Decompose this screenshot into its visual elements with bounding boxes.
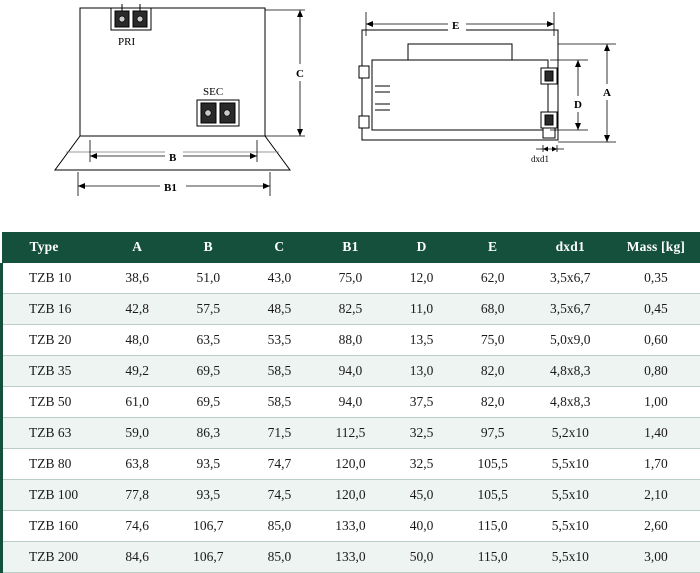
cell-value: 45,0: [386, 480, 457, 511]
pri-terminal-block: [111, 4, 151, 30]
column-header-d: D: [386, 232, 457, 263]
column-header-mass: Mass [kg]: [612, 232, 699, 263]
cell-value: 0,45: [612, 294, 699, 325]
cell-value: 74,6: [102, 511, 173, 542]
cell-value: 5,0x9,0: [528, 325, 612, 356]
dimension-b1-label: B1: [164, 182, 177, 194]
table-row: [2, 387, 700, 418]
cell-value: 63,5: [173, 325, 244, 356]
column-header-a: A: [102, 232, 173, 263]
cell-value: 85,0: [244, 511, 315, 542]
cell-value: 97,5: [457, 418, 528, 449]
column-header-c: C: [244, 232, 315, 263]
drawing-area: [0, 0, 700, 232]
table-body: [2, 263, 700, 573]
cell-value: 5,5x10: [528, 511, 612, 542]
cell-type: TZB 63: [2, 418, 102, 449]
side-core-strip: [408, 44, 512, 60]
table-row: [2, 542, 700, 573]
cell-value: 62,0: [457, 263, 528, 294]
cell-value: 93,5: [173, 449, 244, 480]
cell-value: 1,70: [612, 449, 699, 480]
cell-value: 32,5: [386, 449, 457, 480]
side-coil-body: [372, 60, 548, 130]
dimension-e-label: E: [452, 20, 460, 32]
cell-value: 85,0: [244, 542, 315, 573]
cell-type: TZB 80: [2, 449, 102, 480]
cell-type: TZB 160: [2, 511, 102, 542]
cell-value: 75,0: [315, 263, 386, 294]
cell-value: 77,8: [102, 480, 173, 511]
cell-value: 120,0: [315, 480, 386, 511]
cell-type: TZB 35: [2, 356, 102, 387]
table-row: [2, 449, 700, 480]
cell-value: 3,5x6,7: [528, 263, 612, 294]
cell-value: 86,3: [173, 418, 244, 449]
cell-value: 69,5: [173, 387, 244, 418]
table-row: [2, 480, 700, 511]
dxd1-callout: [536, 145, 564, 152]
table-row: [2, 511, 700, 542]
cell-value: 40,0: [386, 511, 457, 542]
cell-value: 59,0: [102, 418, 173, 449]
cell-value: 82,0: [457, 387, 528, 418]
cell-value: 43,0: [244, 263, 315, 294]
dxd1-label: dxd1: [531, 154, 549, 164]
cell-value: 133,0: [315, 542, 386, 573]
cell-value: 0,60: [612, 325, 699, 356]
right-mounting-slots: [541, 68, 557, 138]
cell-type: TZB 10: [2, 263, 102, 294]
table-row: [2, 263, 700, 294]
dimension-c-label: C: [296, 68, 304, 80]
cell-value: 88,0: [315, 325, 386, 356]
cell-value: 105,5: [457, 449, 528, 480]
cell-value: 42,8: [102, 294, 173, 325]
cell-type: TZB 100: [2, 480, 102, 511]
cell-value: 75,0: [457, 325, 528, 356]
cell-type: TZB 20: [2, 325, 102, 356]
cell-value: 69,5: [173, 356, 244, 387]
cell-value: 5,5x10: [528, 449, 612, 480]
column-header-e: E: [457, 232, 528, 263]
cell-value: 53,5: [244, 325, 315, 356]
cell-value: 37,5: [386, 387, 457, 418]
left-mounting-slots: [359, 66, 390, 128]
cell-value: 106,7: [173, 511, 244, 542]
cell-value: 57,5: [173, 294, 244, 325]
cell-type: TZB 16: [2, 294, 102, 325]
cell-value: 49,2: [102, 356, 173, 387]
cell-value: 71,5: [244, 418, 315, 449]
cell-value: 50,0: [386, 542, 457, 573]
pri-label: PRI: [118, 36, 136, 48]
dimension-b-label: B: [169, 152, 177, 164]
cell-value: 48,5: [244, 294, 315, 325]
cell-value: 82,5: [315, 294, 386, 325]
cell-value: 74,5: [244, 480, 315, 511]
cell-value: 0,80: [612, 356, 699, 387]
column-header-dxd1: dxd1: [528, 232, 612, 263]
table-header: [2, 232, 700, 263]
table-row: [2, 325, 700, 356]
cell-value: 3,5x6,7: [528, 294, 612, 325]
cell-value: 68,0: [457, 294, 528, 325]
cell-value: 93,5: [173, 480, 244, 511]
cell-value: 0,35: [612, 263, 699, 294]
cell-value: 94,0: [315, 356, 386, 387]
cell-value: 105,5: [457, 480, 528, 511]
cell-value: 48,0: [102, 325, 173, 356]
cell-type: TZB 50: [2, 387, 102, 418]
dimension-d-label: D: [574, 99, 582, 111]
cell-value: 133,0: [315, 511, 386, 542]
cell-value: 4,8x8,3: [528, 356, 612, 387]
cell-value: 58,5: [244, 387, 315, 418]
transformer-dimension-drawings: [0, 0, 700, 232]
side-view-drawing: [359, 12, 616, 164]
column-header-b1: B1: [315, 232, 386, 263]
column-header-type: Type: [2, 232, 102, 263]
table-header-row: [2, 232, 700, 263]
cell-value: 112,5: [315, 418, 386, 449]
cell-value: 38,6: [102, 263, 173, 294]
cell-value: 5,2x10: [528, 418, 612, 449]
sec-terminal-block: [197, 100, 239, 126]
cell-value: 5,5x10: [528, 542, 612, 573]
table-row: [2, 356, 700, 387]
cell-value: 3,00: [612, 542, 699, 573]
table-row: [2, 294, 700, 325]
cell-value: 1,40: [612, 418, 699, 449]
cell-value: 63,8: [102, 449, 173, 480]
cell-value: 11,0: [386, 294, 457, 325]
column-header-b: B: [173, 232, 244, 263]
cell-value: 82,0: [457, 356, 528, 387]
cell-value: 12,0: [386, 263, 457, 294]
cell-value: 4,8x8,3: [528, 387, 612, 418]
cell-value: 120,0: [315, 449, 386, 480]
cell-value: 5,5x10: [528, 480, 612, 511]
table-row: [2, 418, 700, 449]
dimension-a-label: A: [603, 87, 611, 99]
cell-value: 13,0: [386, 356, 457, 387]
cell-value: 51,0: [173, 263, 244, 294]
cell-value: 61,0: [102, 387, 173, 418]
cell-value: 115,0: [457, 511, 528, 542]
cell-value: 74,7: [244, 449, 315, 480]
cell-value: 1,00: [612, 387, 699, 418]
cell-value: 115,0: [457, 542, 528, 573]
dimension-table: [0, 232, 700, 573]
cell-type: TZB 200: [2, 542, 102, 573]
cell-value: 13,5: [386, 325, 457, 356]
cell-value: 106,7: [173, 542, 244, 573]
sec-label: SEC: [203, 86, 224, 98]
cell-value: 32,5: [386, 418, 457, 449]
cell-value: 2,10: [612, 480, 699, 511]
front-view-drawing: [55, 4, 309, 196]
cell-value: 84,6: [102, 542, 173, 573]
cell-value: 2,60: [612, 511, 699, 542]
side-outer-plate: [362, 30, 558, 140]
cell-value: 58,5: [244, 356, 315, 387]
cell-value: 94,0: [315, 387, 386, 418]
